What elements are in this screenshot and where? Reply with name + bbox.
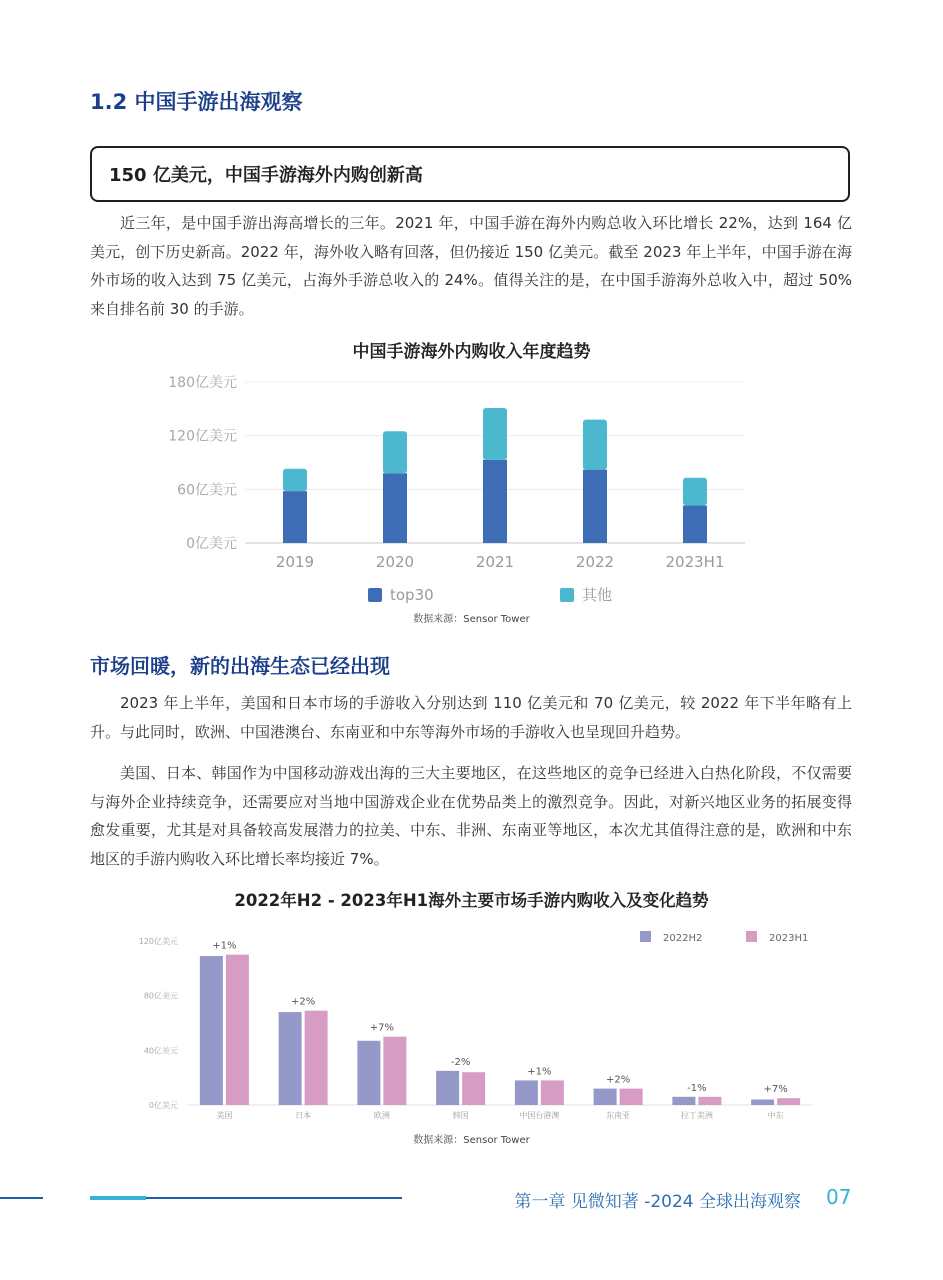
x-tick-label: 2019 (275, 553, 315, 571)
y-tick-label: 180亿美元 (168, 375, 237, 391)
bar (279, 1012, 302, 1105)
y-tick-label: 40亿美元 (143, 1046, 178, 1056)
x-tick-label: 日本 (295, 1111, 312, 1120)
bar (200, 956, 223, 1105)
change-label: -1% (687, 1082, 707, 1094)
section-title: 1.2 中国手游出海观察 (90, 90, 303, 114)
x-tick-label: 东南亚 (606, 1111, 631, 1120)
legend-swatch (640, 931, 651, 942)
bar (620, 1089, 643, 1105)
x-tick-label: 中东 (767, 1111, 784, 1120)
x-tick-label: 2020 (375, 553, 415, 571)
bar-segment (583, 470, 607, 543)
y-tick-label: 80亿美元 (143, 991, 178, 1001)
bar (541, 1080, 564, 1105)
annual-trend-chart (0, 365, 943, 615)
chart2-source: 数据来源：Sensor Tower (413, 1135, 530, 1146)
change-label: +2% (606, 1074, 631, 1086)
subheading: 市场回暖，新的出海生态已经出现 (90, 654, 390, 678)
x-tick-label: 2023H1 (665, 553, 725, 571)
x-tick-label: 欧洲 (373, 1111, 390, 1120)
bar (777, 1098, 800, 1105)
chart2-title: 2022年H2 - 2023年H1海外主要市场手游内购收入及变化趋势 (234, 891, 709, 910)
bar-segment (283, 491, 307, 543)
footer-chapter-title: 第一章 见微知著 -2024 全球出海观察 (514, 1192, 801, 1212)
bar (751, 1100, 774, 1105)
headline-box (90, 146, 850, 202)
bar (698, 1097, 721, 1105)
x-tick-label: 2022 (575, 553, 615, 571)
intro-paragraph: 近三年，是中国手游出海高增长的三年。2021 年，中国手游在海外内购总收入环比增长 22%，达到 164 亿美元，创下历史新高。2022 年，海外收入略有回落，但仍接近 150 亿美元。截至 2023 年上半年，中国手游在海外市场的收入达到 75 亿美元，占海外手游总收入的 24%。值得关注的是，在中国手游海外总收入中，超过 50% 来自排名前 30 的手游。 (90, 214, 852, 318)
legend-swatch (368, 588, 382, 602)
y-tick-label: 120亿美元 (138, 937, 178, 946)
competition-paragraph: 美国、日本、韩国作为中国移动游戏出海的三大主要地区，在这些地区的竞争已经进入白热化阶段，不仅需要与海外企业持续竞争，还需要应对当地中国游戏企业在优势品类上的激烈竞争。因此，对新兴地区业务的拓展变得愈发重要，尤其是对具备较高发展潜力的拉美、中东、非洲、东南亚等地区，本次尤其值得注意的是，欧洲和中东地区的手游内购收入环比增长率均接近 7%。 (90, 764, 852, 868)
legend-label: top30 (390, 586, 434, 604)
footer-rule-accent (90, 1196, 146, 1200)
change-label: +1% (212, 940, 237, 952)
y-tick-label: 120亿美元 (168, 428, 237, 445)
bar-segment (683, 478, 707, 506)
bar-segment (683, 505, 707, 543)
bar-segment (383, 431, 407, 473)
x-tick-label: 韩国 (452, 1111, 469, 1120)
x-tick-label: 2021 (475, 553, 515, 571)
change-label: +1% (527, 1066, 552, 1078)
legend-swatch (560, 588, 574, 602)
change-label: +7% (369, 1022, 394, 1034)
legend-label: 2023H1 (769, 933, 809, 944)
page-number: 07 (826, 1185, 852, 1209)
legend-label: 其他 (582, 586, 613, 604)
bar (436, 1071, 459, 1105)
bar-segment (283, 469, 307, 491)
bar-segment (483, 460, 507, 543)
market-paragraph: 2023 年上半年，美国和日本市场的手游收入分别达到 110 亿美元和 70 亿美元，较 2022 年下半年略有上升。与此同时，欧洲、中国港澳台、东南亚和中东等海外市场的手游收入也呈现回升趋势。 (90, 694, 852, 741)
change-label: -2% (450, 1056, 471, 1068)
x-tick-label: 拉丁美洲 (680, 1111, 713, 1120)
bar (672, 1097, 695, 1105)
footer-rule-left (0, 1197, 43, 1199)
regional-market-chart (0, 920, 943, 1125)
bar (594, 1089, 617, 1105)
chart1-title: 中国手游海外内购收入年度趋势 (352, 342, 591, 362)
bar (462, 1072, 485, 1105)
legend-swatch (746, 931, 757, 942)
change-label: +2% (291, 996, 316, 1008)
bar (357, 1041, 380, 1105)
y-tick-label: 0亿美元 (148, 1101, 178, 1110)
x-tick-label: 中国台港澳 (519, 1111, 560, 1120)
legend-label: 2022H2 (663, 933, 703, 944)
x-tick-label: 美国 (216, 1111, 233, 1120)
bar-segment (583, 420, 607, 470)
bar (226, 955, 249, 1105)
change-label: +7% (763, 1084, 788, 1096)
chart1-source: 数据来源：Sensor Tower (413, 614, 530, 625)
bar-segment (483, 408, 507, 460)
bar-segment (383, 473, 407, 543)
headline-text: 150 亿美元，中国手游海外内购创新高 (109, 165, 423, 186)
bar (515, 1080, 538, 1105)
y-tick-label: 0亿美元 (186, 536, 237, 552)
y-tick-label: 60亿美元 (177, 482, 237, 499)
bar (305, 1011, 328, 1105)
bar (383, 1037, 406, 1105)
